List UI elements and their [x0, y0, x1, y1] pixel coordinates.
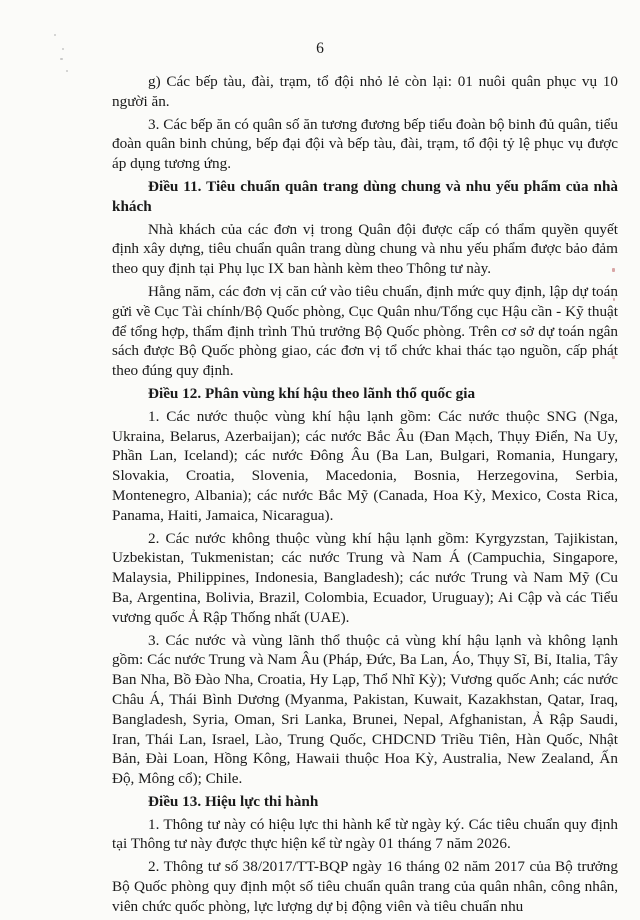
- paragraph: 2. Thông tư số 38/2017/TT-BQP ngày 16 tháng 02 năm 2017 của Bộ trưởng Bộ Quốc phòng quy định một số tiêu chuẩn quân trang của quân nhân, công nhân, viên chức quốc phòng, lực lượng dự bị động viên và tiêu chuẩn nhu: [112, 858, 618, 915]
- paragraph: 2. Các nước không thuộc vùng khí hậu lạnh gồm: Kyrgyzstan, Tajikistan, Uzbekistan, Tukmenistan; các nước Trung và Nam Á (Campuchia, Singapore, Malaysia, Philippines, Indonesia, Bangladesh); các nước Trung và Nam Mỹ (Cu Ba, Argentina, Bolivia, Brazil, Colombia, Ecuador, Uruguay); Ai Cập và các Tiểu vương quốc Ả Rập Thống nhất (UAE).: [112, 529, 618, 626]
- paragraph: Nhà khách của các đơn vị trong Quân đội được cấp có thẩm quyền quyết định xây dựng, tiêu chuẩn quân trang dùng chung và nhu yếu phẩm được bảo đảm theo quy định tại Phụ lục IX ban hành kèm theo Thông tư này.: [112, 220, 618, 278]
- paragraph: 1. Thông tư này có hiệu lực thi hành kể từ ngày ký. Các tiêu chuẩn quy định tại Thông tư này được thực hiện kể từ ngày 01 tháng 7 năm 2026.: [112, 815, 618, 853]
- document-body: [112, 72, 618, 920]
- article-heading: Điều 13. Hiệu lực thi hành: [148, 792, 319, 810]
- paragraph: Hằng năm, các đơn vị căn cứ vào tiêu chuẩn, định mức quy định, lập dự toán gửi về Cục Tài chính/Bộ Quốc phòng, Cục Quân nhu/Tổng cục Hậu cần - Kỹ thuật để tổng hợp, thẩm định trình Thủ trưởng Bộ Quốc phòng. Trên cơ sở dự toán ngân sách được Bộ Quốc phòng giao, các đơn vị tổ chức khai thác tạo nguồn, cấp phát theo đúng quy định.: [112, 282, 618, 380]
- paragraph: 3. Các bếp ăn có quân số ăn tương đương bếp tiểu đoàn bộ binh đủ quân, tiểu đoàn quân binh chủng, bếp đại đội và bếp tàu, đài, trạm, tổ đội tỷ lệ phục vụ được áp dụng tương ứng.: [112, 115, 618, 173]
- article-heading: Điều 11. Tiêu chuẩn quân trang dùng chung và nhu yếu phẩm của nhà khách: [112, 177, 618, 215]
- scan-speck: [60, 58, 63, 60]
- scan-speck: [66, 70, 68, 72]
- article-heading: Điều 12. Phân vùng khí hậu theo lãnh thổ quốc gia: [148, 384, 476, 402]
- page-number: 6: [316, 40, 324, 57]
- paragraph: 1. Các nước thuộc vùng khí hậu lạnh gồm: Các nước thuộc SNG (Nga, Ukraina, Belarus, Azerbaijan); các nước Bắc Âu (Đan Mạch, Thụy Điển, Na Uy, Phần Lan, Iceland); các nước Đông Âu (Ba Lan, Bulgari, Romania, Hungary, Slovakia, Croatia, Slovenia, Macedonia, Bosnia, Herzegovina, Serbia, Montenegro, Albania); các nước Bắc Mỹ (Canada, Hoa Kỳ, Mexico, Costa Rica, Panama, Haiti, Jamaica, Nicaragua).: [112, 407, 618, 524]
- paragraph: 3. Các nước và vùng lãnh thổ thuộc cả vùng khí hậu lạnh và không lạnh gồm: Các nước Trung và Nam Âu (Pháp, Đức, Ba Lan, Áo, Thụy Sĩ, Bỉ, Italia, Tây Ban Nha, Bồ Đào Nha, Croatia, Hy Lạp, Thổ Nhĩ Kỳ); Vương quốc Anh; các nước Châu Á, Thái Bình Dương (Myanma, Pakistan, Kuwait, Kazakhstan, Qatar, Iraq, Bangladesh, Syria, Oman, Sri Lanka, Brunei, Nepal, Afghanistan, Ả Rập Saudi, Iran, Thái Lan, Israel, Lào, Trung Quốc, CHDCND Triều Tiên, Hàn Quốc, Nhật Bản, Đài Loan, Hồng Kông, Hawaii thuộc Hoa Kỳ, Australia, New Zealand, Ấn Độ, Mông cổ); Chile.: [112, 631, 618, 788]
- paragraph: g) Các bếp tàu, đài, trạm, tổ đội nhỏ lẻ còn lại: 01 nuôi quân phục vụ 10 người ăn.: [112, 73, 618, 110]
- scan-speck: [54, 34, 56, 36]
